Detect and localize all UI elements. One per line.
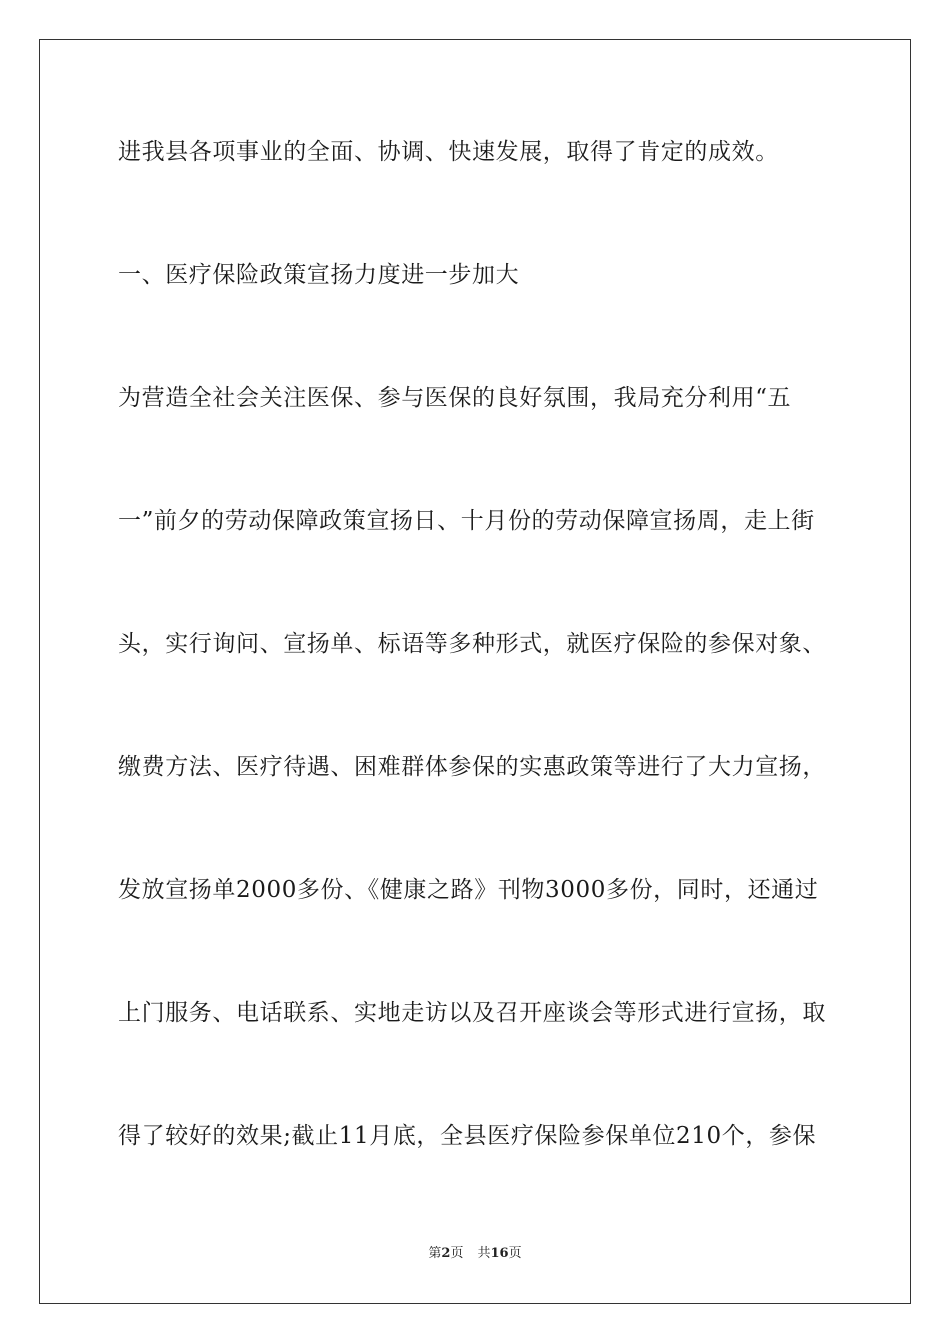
text-line-9: 得了较好的效果;截止11月底，全县医疗保险参保单位210个，参保 [118, 1123, 817, 1149]
text-line-7: 发放宣扬单2000多份、《健康之路》刊物3000多份，同时，还通过 [118, 877, 819, 903]
text-line-5: 头，实行询问、宣扬单、标语等多种形式，就医疗保险的参保对象、 [118, 631, 826, 657]
section-heading: 一、医疗保险政策宣扬力度进一步加大 [118, 262, 520, 288]
total-prefix: 共 [477, 1246, 491, 1261]
page-suffix: 页 [450, 1246, 464, 1261]
total-suffix: 页 [508, 1246, 522, 1261]
text-line-1: 进我县各项事业的全面、协调、快速发展，取得了肯定的成效。 [118, 139, 779, 165]
page-prefix: 第 [428, 1246, 442, 1261]
total-pages: 16 [490, 1246, 509, 1261]
page-border [39, 39, 911, 1304]
page-footer [0, 1245, 950, 1263]
text-line-8: 上门服务、电话联系、实地走访以及召开座谈会等形式进行宣扬，取 [118, 1000, 826, 1026]
text-line-3: 为营造全社会关注医保、参与医保的良好氛围，我局充分利用“五 [118, 385, 792, 411]
page-number: 2 [441, 1246, 451, 1261]
text-line-4: 一”前夕的劳动保障政策宣扬日、十月份的劳动保障宣扬周，走上街 [118, 508, 815, 534]
text-line-6: 缴费方法、医疗待遇、困难群体参保的实惠政策等进行了大力宣扬， [118, 754, 826, 780]
